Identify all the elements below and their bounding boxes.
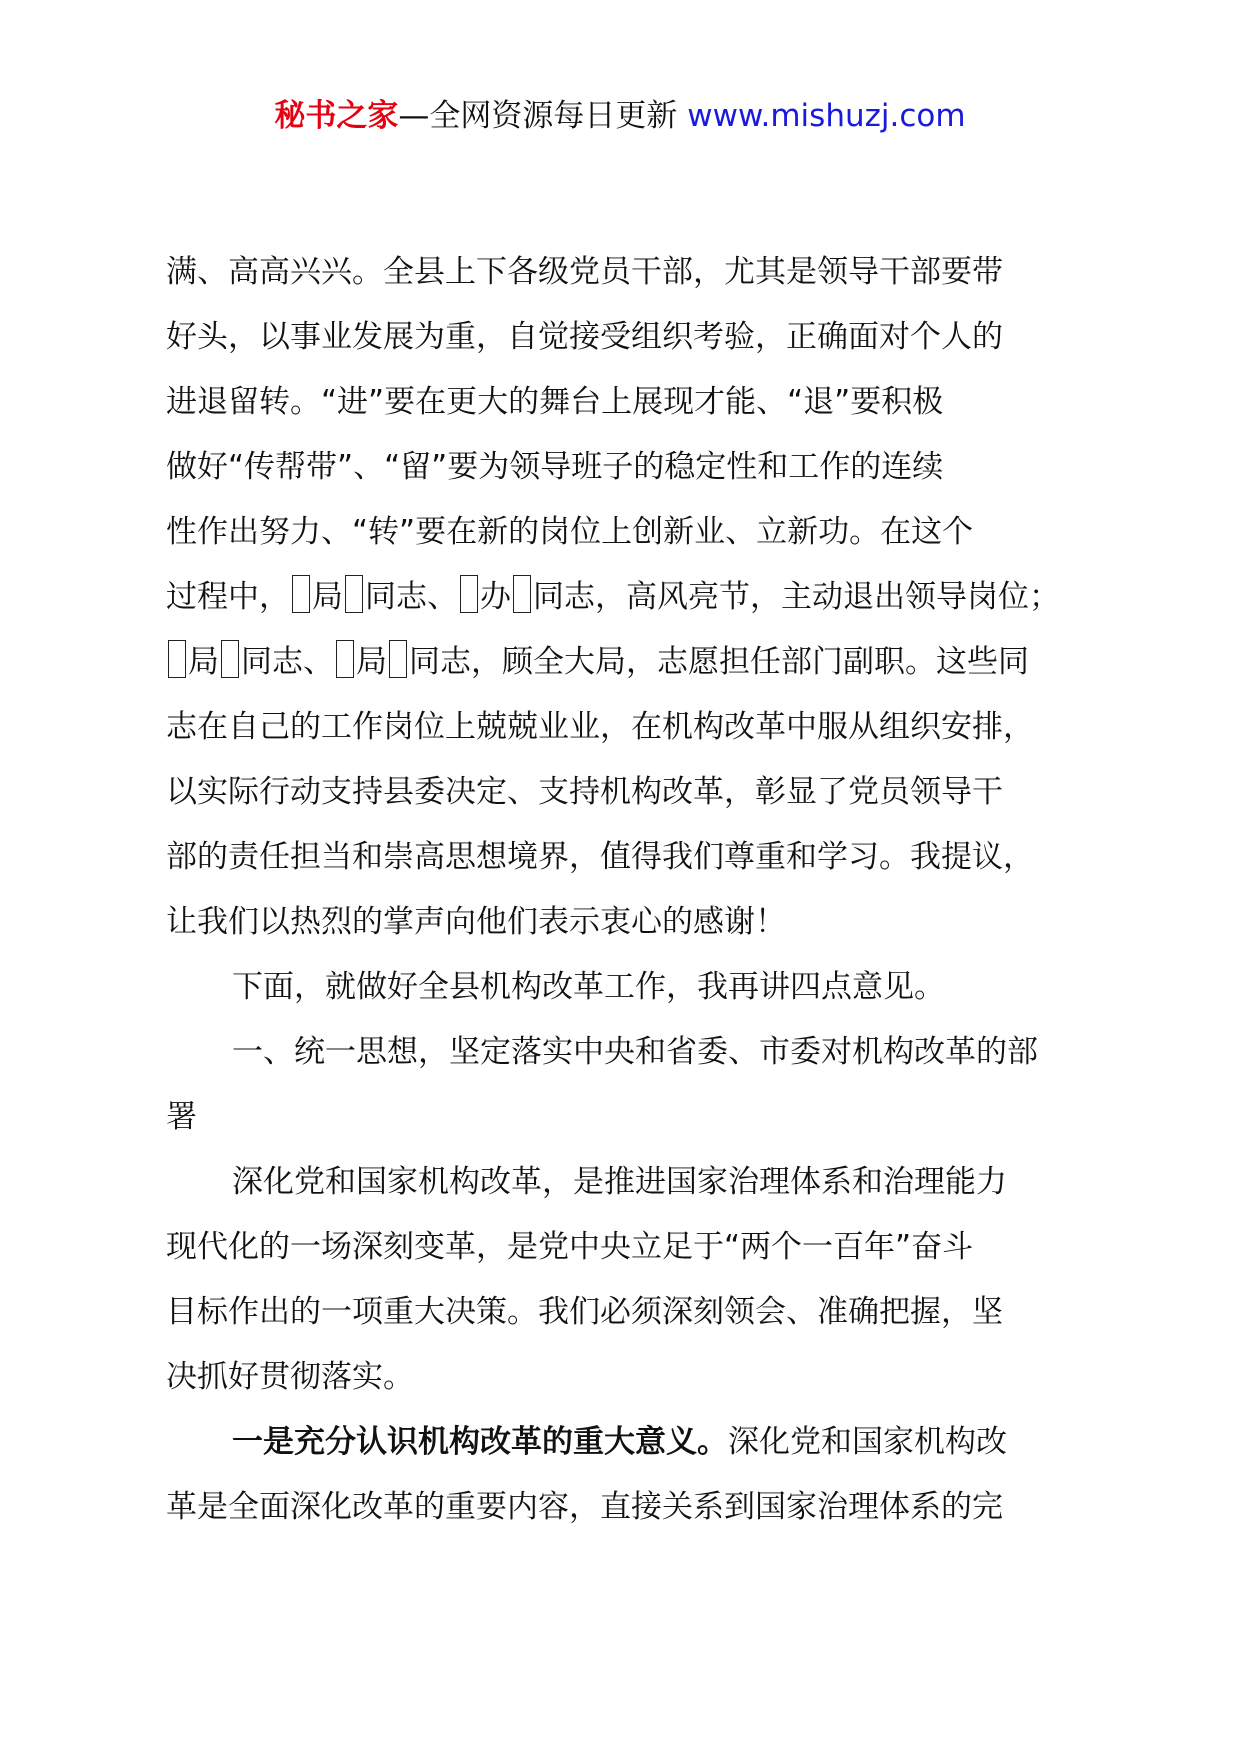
site-url-link[interactable]: www.mishuzj.com	[687, 98, 966, 134]
body-line: 以实际行动支持县委决定、支持机构改革，彰显了党员领导干	[166, 774, 1003, 810]
brand-name: 秘书之家	[274, 98, 399, 134]
header-tagline: —全网资源每日更新	[398, 98, 678, 134]
text-run: 局	[188, 644, 219, 680]
body-line: 进退留转。“进”要在更大的舞台上展现才能、“退”要积极	[166, 384, 944, 420]
body-line: 下面，就做好全县机构改革工作，我再讲四点意见。	[232, 969, 945, 1005]
body-line	[166, 565, 1120, 630]
redaction-box	[168, 640, 186, 678]
text-run: 局	[356, 644, 387, 680]
body-line: 志在自己的工作岗位上兢兢业业，在机构改革中服从组织安排，	[166, 709, 1034, 745]
text-run: 同志，高风亮节，主动退出领导岗位；	[533, 579, 1060, 615]
section-heading-continued: 署	[166, 1099, 197, 1135]
text-run: 同志、	[365, 579, 458, 615]
body-line: 革是全面深化改革的重要内容，直接关系到国家治理体系的完	[166, 1489, 1003, 1525]
body-line: 让我们以热烈的掌声向他们表示衷心的感谢！	[166, 904, 786, 940]
redaction-box	[221, 640, 239, 678]
body-line: 深化党和国家机构改革，是推进国家治理体系和治理能力	[232, 1164, 1007, 1200]
body-line: 好头，以事业发展为重，自觉接受组织考验，正确面对个人的	[166, 319, 1003, 355]
text-run: 同志、	[241, 644, 334, 680]
body-line: 决抓好贯彻落实。	[166, 1359, 414, 1395]
text-run: 同志，顾全大局，志愿担任部门副职。这些同	[409, 644, 1029, 680]
redaction-box	[345, 575, 363, 613]
text-run: 局	[312, 579, 343, 615]
body-line: 做好“传帮带”、“留”要为领导班子的稳定性和工作的连续	[166, 449, 944, 485]
body-line: 性作出努力、“转”要在新的岗位上创新业、立新功。在这个	[166, 514, 974, 550]
body-line: 满、高高兴兴。全县上下各级党员干部，尤其是领导干部要带	[166, 254, 1003, 290]
redaction-box	[336, 640, 354, 678]
redaction-box	[513, 575, 531, 613]
body-line	[166, 630, 1120, 695]
text-run: 办	[480, 579, 511, 615]
section-heading: 一、统一思想，坚定落实中央和省委、市委对机构改革的部	[232, 1034, 1038, 1070]
redaction-box	[389, 640, 407, 678]
body-line: 部的责任担当和崇高思想境界，值得我们尊重和学习。我提议，	[166, 839, 1034, 875]
bold-subheading: 一是充分认识机构改革的重大意义。	[232, 1424, 728, 1460]
redaction-box	[460, 575, 478, 613]
text-run: 深化党和国家机构改	[728, 1424, 1007, 1460]
body-line: 现代化的一场深刻变革，是党中央立足于“两个一百年”奋斗	[166, 1229, 974, 1265]
text-run: 过程中，	[166, 579, 290, 615]
body-line: 目标作出的一项重大决策。我们必须深刻领会、准确把握，坚	[166, 1294, 1003, 1330]
body-line	[166, 1410, 1120, 1475]
document-body	[166, 240, 1120, 1540]
page-header	[0, 96, 1240, 136]
redaction-box	[292, 575, 310, 613]
